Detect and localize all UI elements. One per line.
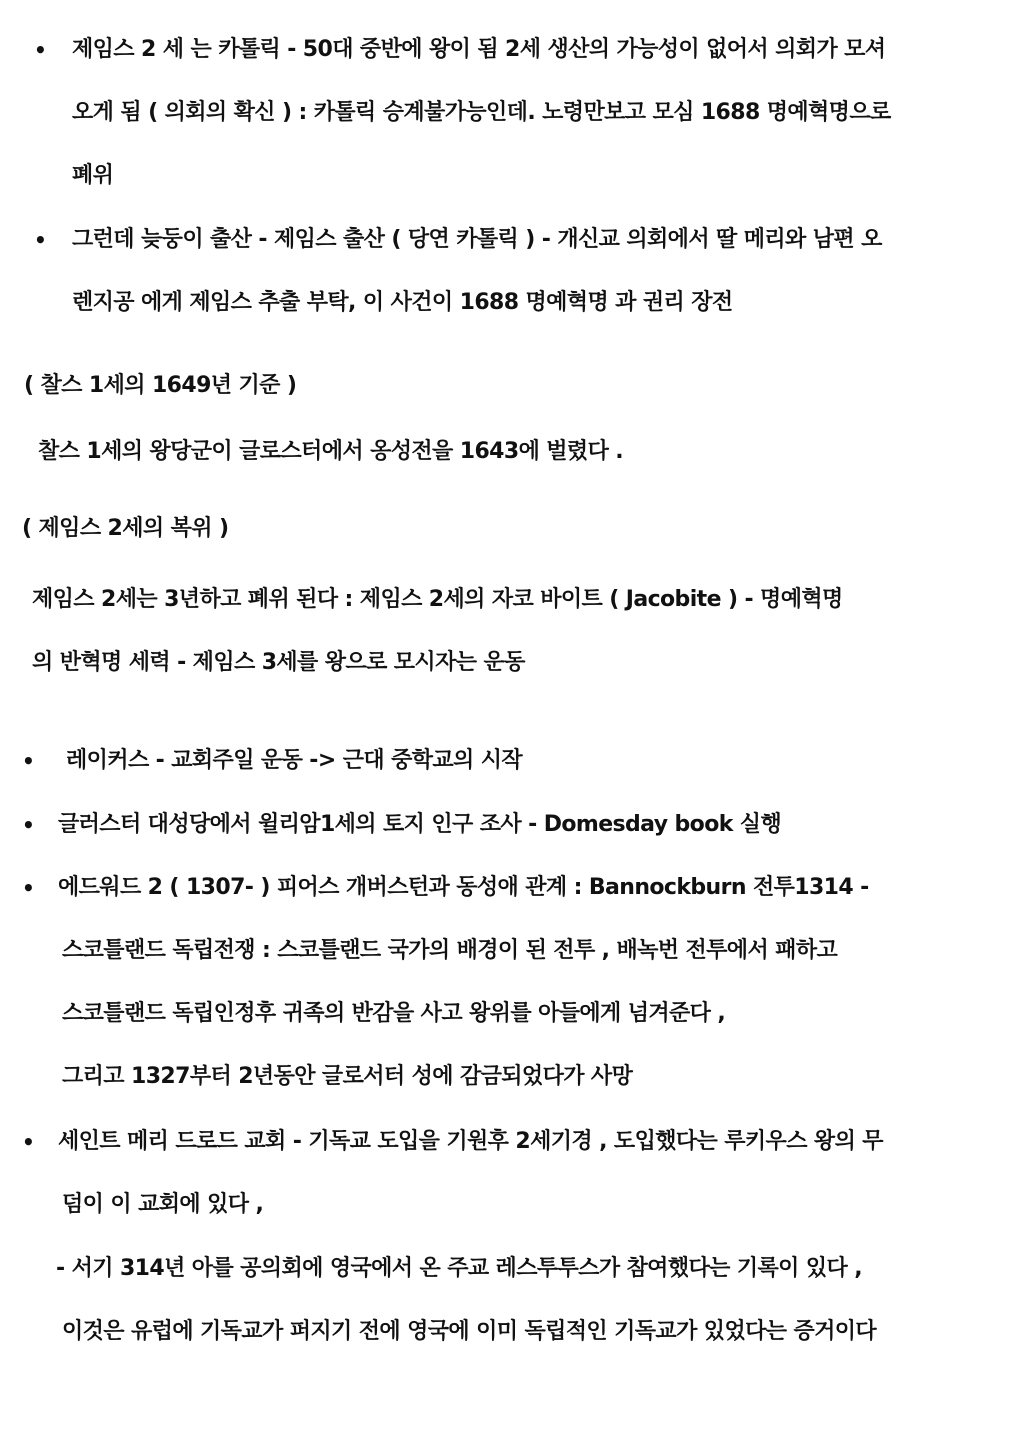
text-line: 레이커스 - 교회주일 운동 -> 근대 중학교의 시작 — [66, 748, 523, 773]
bullet-dot: • — [34, 38, 47, 62]
text-line: 그리고 1327부터 2년동안 글로서터 성에 감금되었다가 사망 — [62, 1064, 633, 1089]
text-line: 이것은 유럽에 기독교가 퍼지기 전에 영국에 이미 독립적인 기독교가 있었다는 증거이다 — [62, 1319, 877, 1344]
text-line: 에드워드 2 ( 1307- ) 피어스 개버스턴과 동성애 관계 : Bannockburn 전투1314 - — [58, 875, 869, 900]
text-line: 스코틀랜드 독립전쟁 : 스코틀랜드 국가의 배경이 된 전투 , 배녹번 전투에서 패하고 — [62, 938, 838, 963]
bullet-dot: • — [22, 876, 35, 900]
bullet-dot: • — [22, 749, 35, 773]
text-line: 렌지공 에게 제임스 추출 부탁, 이 사건이 1688 명예혁명 과 권리 장전 — [72, 290, 733, 315]
text-line: 제임스 2 세 는 카톨릭 - 50대 중반에 왕이 됨 2세 생산의 가능성이 없어서 의회가 모셔 — [72, 37, 886, 62]
text-line: 폐위 — [72, 163, 114, 188]
section-heading: ( 찰스 1세의 1649년 기준 ) — [24, 373, 297, 398]
text-line: 찰스 1세의 왕당군이 글로스터에서 옹성전을 1643에 벌렸다 . — [38, 439, 624, 464]
text-line: 덤이 이 교회에 있다 , — [62, 1192, 264, 1217]
text-line: 글러스터 대성당에서 윌리암1세의 토지 인구 조사 - Domesday book 실행 — [58, 812, 782, 837]
text-line: 세인트 메리 드로드 교회 - 기독교 도입을 기원후 2세기경 , 도입했다는 루키우스 왕의 무 — [58, 1129, 883, 1154]
text-line: 오게 됨 ( 의회의 확신 ) : 카톨릭 승계불가능인데. 노령만보고 모심 1688 명예혁명으로 — [72, 100, 891, 125]
text-line: 의 반혁명 세력 - 제임스 3세를 왕으로 모시자는 운동 — [32, 650, 525, 675]
section-heading: ( 제임스 2세의 복위 ) — [22, 516, 229, 541]
text-line: 제임스 2세는 3년하고 폐위 된다 : 제임스 2세의 자코 바이트 ( Jacobite ) - 명예혁명 — [32, 587, 843, 612]
bullet-dot: • — [22, 1130, 35, 1154]
bullet-dot: • — [22, 813, 35, 837]
bullet-dot: • — [34, 228, 47, 252]
text-line: 스코틀랜드 독립인정후 귀족의 반감을 사고 왕위를 아들에게 넘겨준다 , — [62, 1001, 726, 1026]
text-line: - 서기 314년 아를 공의회에 영국에서 온 주교 레스투투스가 참여했다는 기록이 있다 , — [56, 1256, 862, 1281]
text-line: 그런데 늦둥이 출산 - 제임스 출산 ( 당연 카톨릭 ) - 개신교 의회에서 딸 메리와 남편 오 — [72, 227, 882, 252]
